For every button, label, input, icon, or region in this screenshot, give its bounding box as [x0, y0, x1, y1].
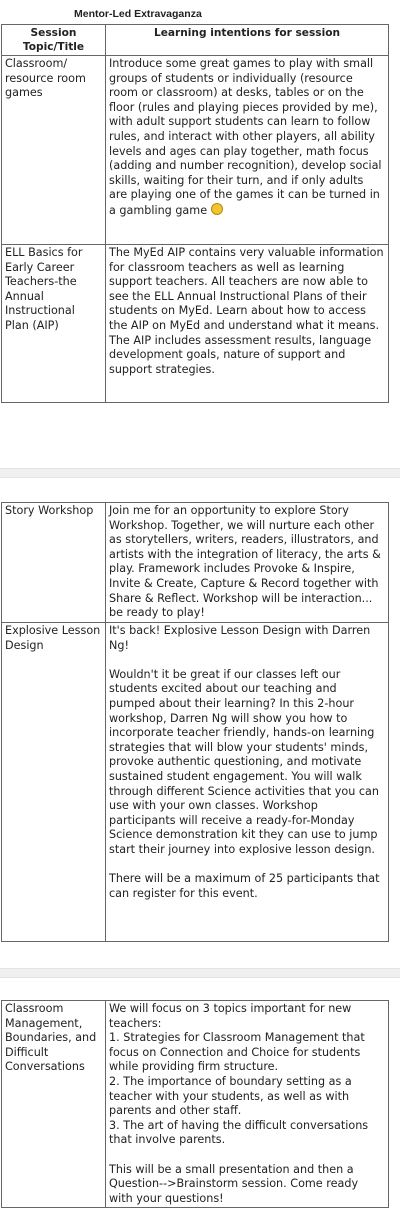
table-row [2, 245, 389, 403]
smiling-face-icon [211, 203, 223, 215]
session-table-3 [1, 1000, 389, 1208]
document-title: Mentor-Led Extravaganza [74, 8, 202, 20]
table-row [2, 56, 389, 245]
session-topic: Story Workshop [2, 503, 106, 623]
session-description: The MyEd AIP contains very valuable information for classroom teachers as well as learning support teachers. All teachers are now able to see the ELL Annual Instructional Plans of their students on MyEd. Learn about how to access the AIP on MyEd and understand what it means. The AIP includes assessment results, language development goals, nature of support and support strategies. [106, 245, 389, 403]
page-1 [0, 24, 400, 403]
table-row [2, 623, 389, 942]
session-description: We will focus on 3 topics important for new teachers: 1. Strategies for Classroom Management that focus on Connection and Choice for students while providing firm structure. 2. The importance of boundary setting as a teacher with your students, as well as with parents and other staff. 3. The art of having the difficult conversations that involve parents. This will be a small presentation and then a Question-->Brainstorm session. Come ready with your questions! [106, 1001, 389, 1208]
table-row [2, 503, 389, 623]
page-divider [0, 968, 400, 978]
session-table-1 [1, 24, 389, 403]
session-table-2 [1, 502, 389, 942]
table-row [2, 1001, 389, 1208]
session-topic: Explosive Lesson Design [2, 623, 106, 942]
page-3 [0, 1000, 400, 1208]
session-description-text: Introduce some great games to play with small groups of students or individually (resource room or classroom) at desks, tables or on the floor (rules and playing pieces provided by me), with adult support students can learn to follow rules, and interact with other players, all ability levels and ages can play together, math focus (adding and number recognition), develop social skills, waiting for their turn, and if only adults are playing one of the games it can be turned in a gambling game [109, 57, 386, 217]
session-topic: ELL Basics for Early Career Teachers-the Annual Instructional Plan (AIP) [2, 245, 106, 403]
session-description: It's back! Explosive Lesson Design with Darren Ng! Wouldn't it be great if our classes left our students excited about our teaching and pumped about their learning? In this 2-hour workshop, Darren Ng will show you how to incorporate teacher friendly, hands-on learning strategies that will blow your students' minds, provoke authentic questioning, and motivate sustained student engagement. You will walk through different Science activities that you can use with your own classes. Workshop participants will receive a ready-for-Monday Science demonstration kit they can use to jump start their journey into explosive lesson design. There will be a maximum of 25 participants that can register for this event. [106, 623, 389, 942]
session-description [106, 56, 389, 245]
page-divider [0, 468, 400, 478]
header-learning-intentions: Learning intentions for session [106, 25, 389, 56]
page-2 [0, 502, 400, 942]
session-topic: Classroom/ resource room games [2, 56, 106, 245]
session-topic: Classroom Management, Boundaries, and Difficult Conversations [2, 1001, 106, 1208]
session-description: Join me for an opportunity to explore Story Workshop. Together, we will nurture each other as storytellers, writers, readers, illustrators, and artists with the integration of literacy, the arts & play. Framework includes Provoke & Inspire, Invite & Create, Capture & Record together with Share & Reflect. Workshop will be interaction... be ready to play! [106, 503, 389, 623]
header-session-topic: Session Topic/Title [2, 25, 106, 56]
table-header-row [2, 25, 389, 56]
